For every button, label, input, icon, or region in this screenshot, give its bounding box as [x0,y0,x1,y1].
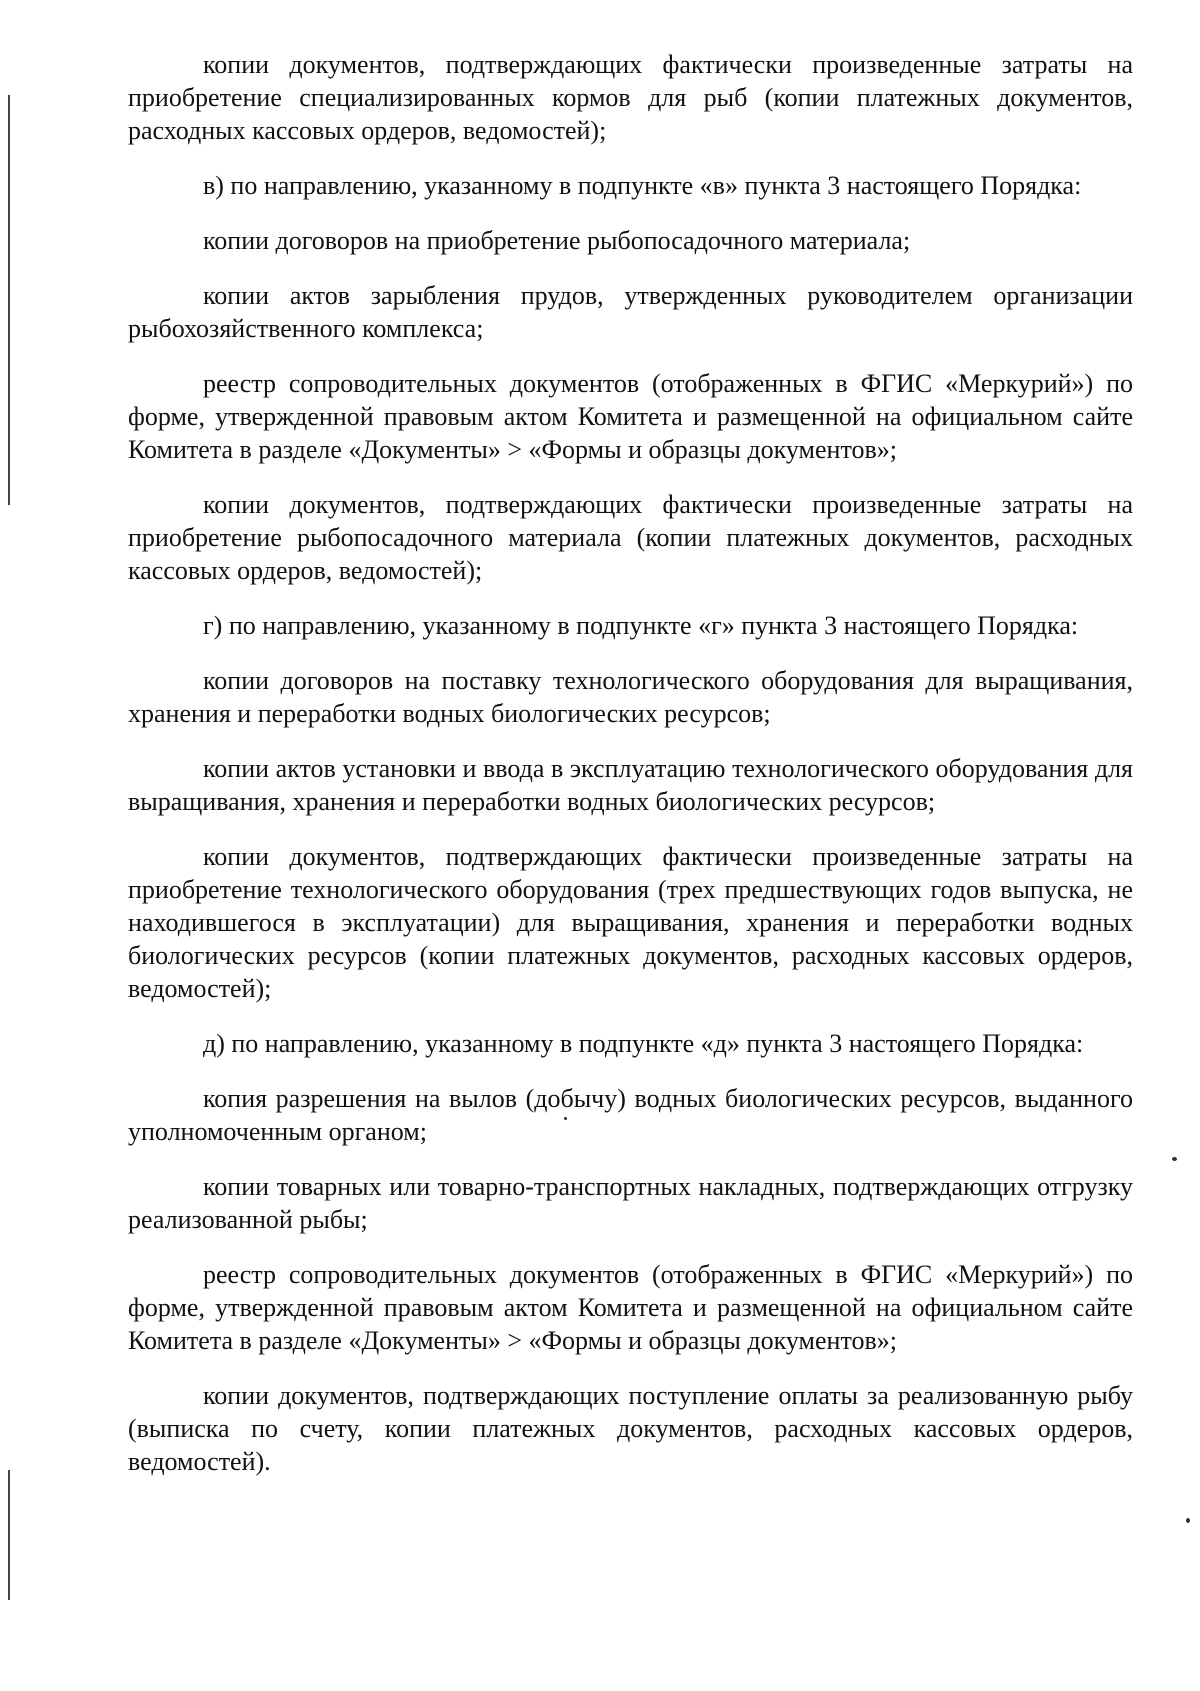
paragraph: копии актов установки и ввода в эксплуатацию технологического оборудования для выращивания, хранения и переработки водных биологических ресурсов; [128,754,1133,816]
section-heading-v: в) по направлению, указанному в подпункте «в» пункта 3 настоящего Порядка: [203,171,1082,200]
section-heading-g: г) по направлению, указанному в подпункте «г» пункта 3 настоящего Порядка: [203,611,1079,640]
paragraph: копии документов, подтверждающих фактически произведенные затраты на приобретение специализированных кормов для рыб (копии платежных документов, расходных кассовых ордеров, ведомостей); [128,50,1133,145]
scan-edge-line [8,95,10,505]
paragraph: копии документов, подтверждающих поступление оплаты за реализованную рыбу (выписка по счету, копии платежных документов, расходных кассовых ордеров, ведомостей). [128,1381,1133,1476]
paragraph: реестр сопроводительных документов (отображенных в ФГИС «Меркурий») по форме, утвержденной правовым актом Комитета и размещенной на официальном сайте Комитета в разделе «Документы» > «Формы и образцы документов»; [128,369,1133,464]
section-heading-d: д) по направлению, указанному в подпункте «д» пункта 3 настоящего Порядка: [203,1029,1084,1058]
paragraph: копии документов, подтверждающих фактически произведенные затраты на приобретение рыбопосадочного материала (копии платежных документов, расходных кассовых ордеров, ведомостей); [128,490,1133,585]
paragraph: копии договоров на приобретение рыбопосадочного материала; [203,226,911,255]
paragraph: копии документов, подтверждающих фактически произведенные затраты на приобретение технологического оборудования (трех предшествующих годов выпуска, не находившегося в эксплуатации) для выращивания, хранения и переработки водных биологических ресурсов (копии платежных документов, расходных кассовых ордеров, ведомостей); [128,842,1133,1003]
scan-speck [1172,1157,1177,1161]
paragraph: реестр сопроводительных документов (отображенных в ФГИС «Меркурий») по форме, утвержденной правовым актом Комитета и размещенной на официальном сайте Комитета в разделе «Документы» > «Формы и образцы документов»; [128,1260,1133,1355]
paragraph: копии договоров на поставку технологического оборудования для выращивания, хранения и переработки водных биологических ресурсов; [128,666,1133,728]
document-body [128,48,1133,1500]
paragraph: копии товарных или товарно-транспортных накладных, подтверждающих отгрузку реализованной рыбы; [128,1172,1133,1234]
scan-speck [1186,1518,1190,1523]
paragraph: копия разрешения на вылов (добычу) водных биологических ресурсов, выданного уполномоченным органом; [128,1084,1133,1146]
scan-edge-line [8,1470,10,1600]
paragraph: копии актов зарыбления прудов, утвержденных руководителем организации рыбохозяйственного комплекса; [128,281,1133,343]
